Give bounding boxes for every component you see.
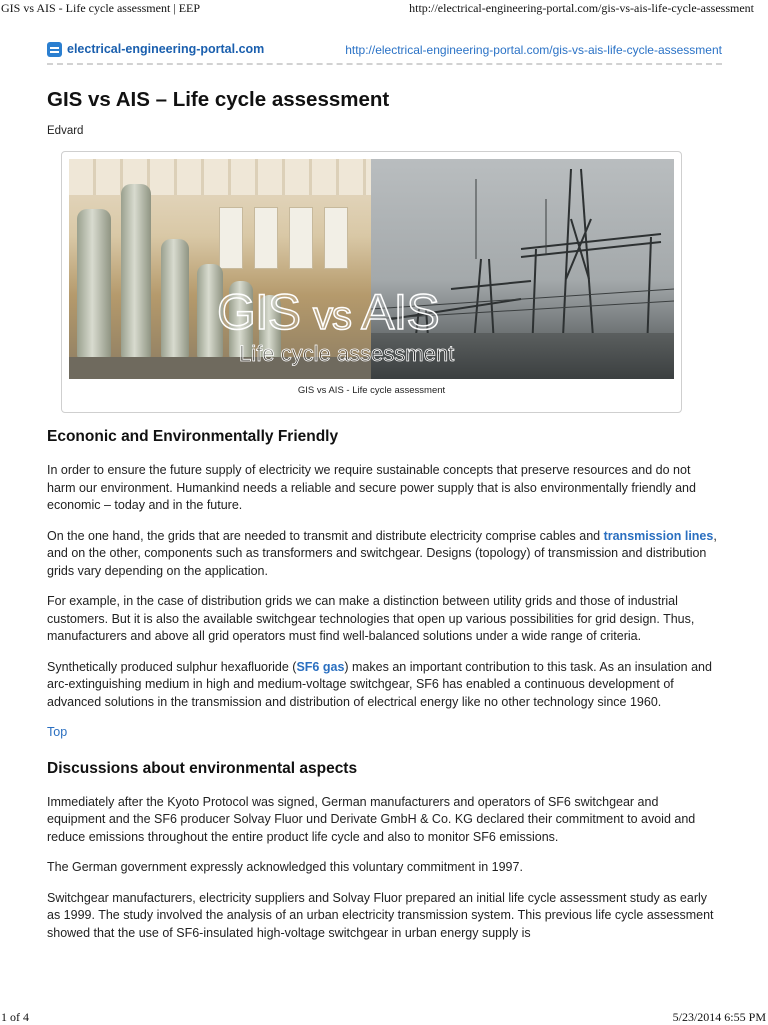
section-heading-economic: Econonic and Environmentally Friendly <box>47 428 339 445</box>
header-divider <box>47 63 722 65</box>
sf6-gas-link[interactable]: SF6 gas <box>296 659 345 674</box>
top-link-row <box>47 724 719 742</box>
page-count: 1 of 4 <box>1 1010 29 1024</box>
print-footer <box>0 1008 768 1024</box>
print-header <box>0 0 768 16</box>
figure-caption: GIS vs AIS - Life cycle assessment <box>297 385 446 396</box>
site-name-link[interactable]: electrical-engineering-portal.com <box>67 42 265 56</box>
print-timestamp: 5/23/2014 6:55 PM <box>672 1010 766 1024</box>
print-header-url: http://electrical-engineering-portal.com/gis-vs-ais-life-cycle-assessment <box>409 1 754 15</box>
site-bar <box>47 40 722 60</box>
section-heading-environmental: Discussions about environmental aspects <box>47 759 358 777</box>
print-header-title: GIS vs AIS - Life cycle assessment | EEP <box>1 1 201 15</box>
paragraph: On the one hand, the grids that are needed to transmit and distribute electricity comprise cables and transmission lines, and on the other, components such as transformers and switchgear. Designs (topology) of transmission and distribution grids vary depending on the application. <box>47 528 717 578</box>
hero-overlay-title: GIS vs AIS <box>217 284 439 340</box>
paragraph: In order to ensure the future supply of electricity we require sustainable concepts that preserve resources and do not harm our environment. Humankind needs a reliable and secure power supply that is also environmentally friendly and economic – today and in the future. <box>47 463 696 512</box>
article-url-link[interactable]: http://electrical-engineering-portal.com/gis-vs-ais-life-cycle-assessment <box>345 43 722 57</box>
page-title: GIS vs AIS – Life cycle assessment <box>47 88 390 111</box>
hero-image <box>69 159 674 379</box>
paragraph: For example, in the case of distribution grids we can make a distinction between utility grids and those of industrial customers. But it is also the available switchgear technologies that open up various possibilities for grid design. Thus, manufacturers and above all grid operators must find well-balanced solutions under a wide range of criteria. <box>47 594 695 643</box>
paragraph: Synthetically produced sulphur hexafluoride (SF6 gas) makes an important contribution to this task. As an insulation and arc-extinguishing medium in high and medium-voltage switchgear, SF6 has enabled a continuous development of advanced solutions in the transmission and distribution of electrical energy like no other technology since 1960. <box>47 659 712 709</box>
site-logo-icon <box>47 42 62 57</box>
paragraph: Switchgear manufacturers, electricity suppliers and Solvay Fluor prepared an initial life cycle assessment study as early as 1999. The study involved the analysis of an urban electricity transmission system. This previous life cycle assessment showed that the use of SF6-insulated high-voltage switchgear in urban energy supply is <box>47 890 714 940</box>
article-figure <box>61 151 682 413</box>
author-name: Edvard <box>47 125 84 137</box>
transmission-lines-link[interactable]: transmission lines <box>603 528 714 543</box>
paragraph: Immediately after the Kyoto Protocol was signed, German manufacturers and operators of SF6 switchgear and equipment and the SF6 producer Solvay Fluor und Derivate GmbH & Co. KG declared their commitment to avoid and reduce emissions throughout the entire product life cycle and also to monitor SF6 emissions. <box>47 794 696 844</box>
top-link[interactable]: Top <box>47 725 68 739</box>
article-body <box>47 428 719 955</box>
paragraph: The German government expressly acknowledged this voluntary commitment in 1997. <box>47 860 523 874</box>
hero-overlay-subtitle: Life cycle assessment <box>239 341 455 366</box>
